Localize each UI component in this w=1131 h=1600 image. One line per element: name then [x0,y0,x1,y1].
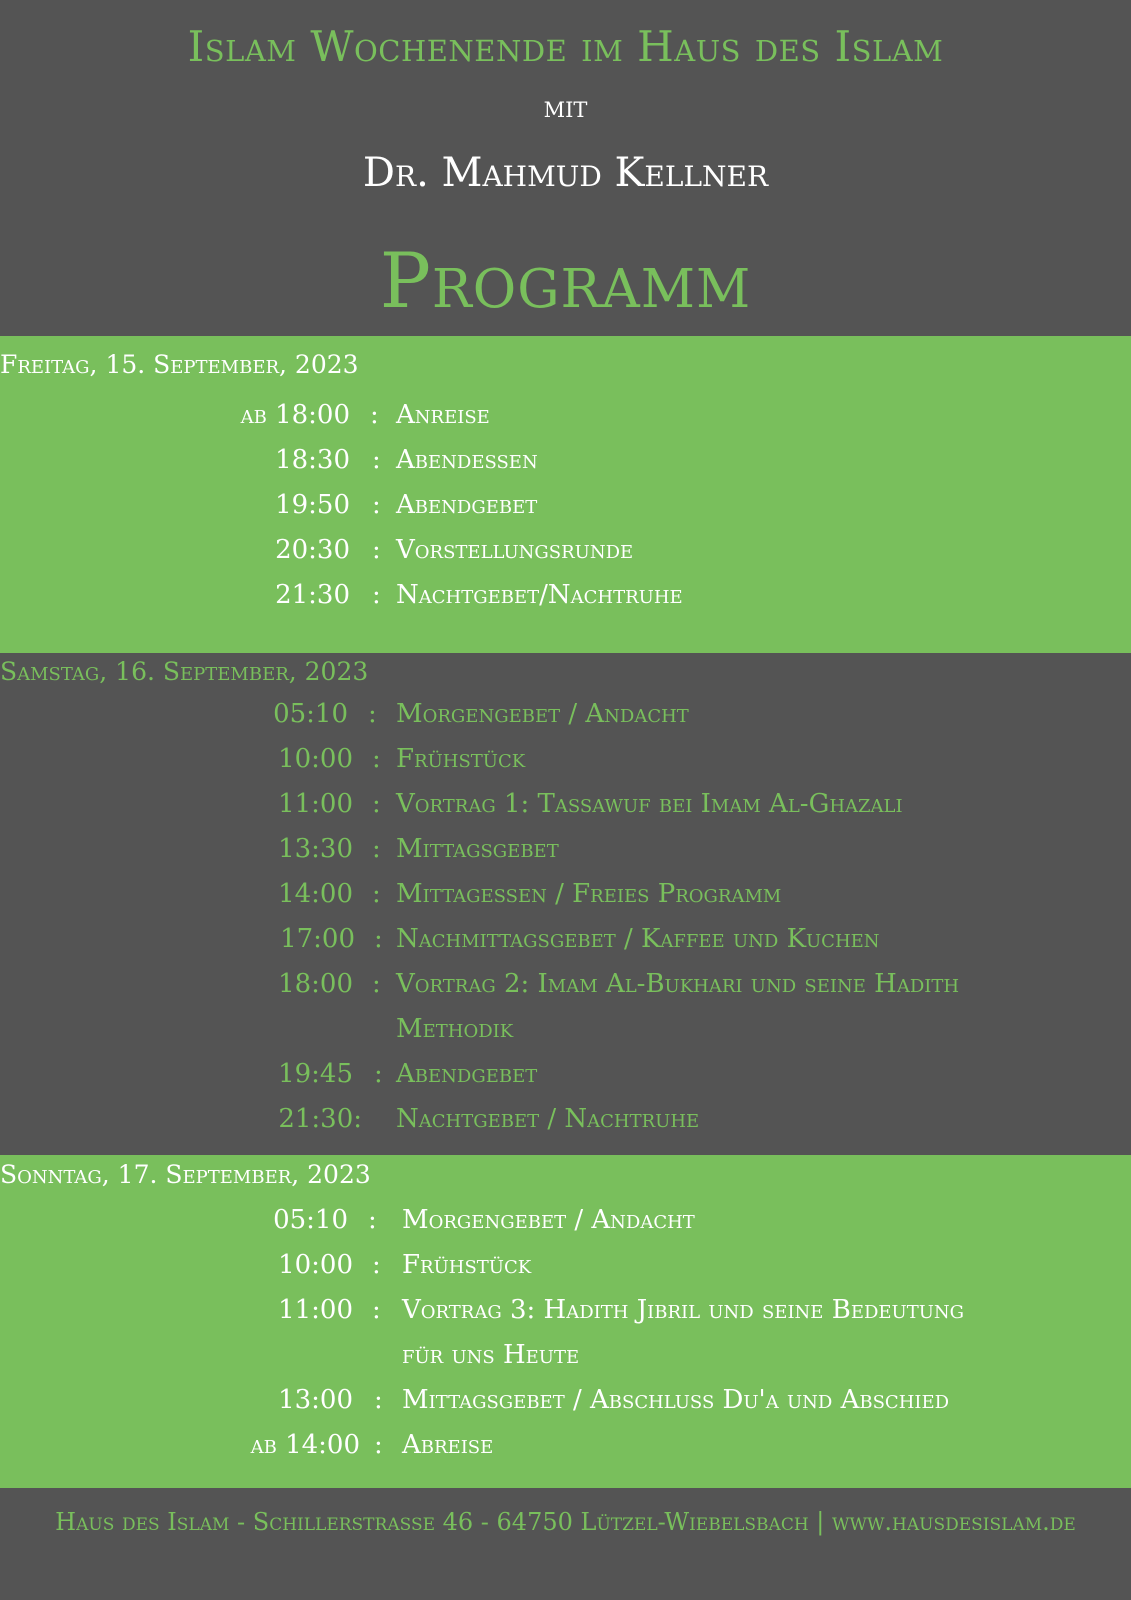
colon-separator: : [374,1430,383,1460]
day-section-sunday [0,1155,1131,1488]
colon-separator: : [374,1385,383,1415]
colon-separator: : [370,400,379,430]
time-label: 20:30 [275,535,350,565]
event-label-continuation: Methodik [396,1014,514,1044]
program-heading: Programm [379,236,752,325]
day-section-saturday [0,653,1131,1155]
colon-separator: : [372,744,381,774]
colon-separator: : [368,699,377,729]
event-label: Morgengebet / Andacht [396,699,689,729]
event-label: Nachtgebet/Nachtruhe [396,580,683,610]
footer-address: Haus des Islam - Schillerstrasse 46 - 64750 Lützel-Wiebelsbach | www.hausdesislam.de [55,1508,1076,1536]
colon-separator: : [372,1295,381,1325]
event-label: Abendgebet [396,490,538,520]
time-label: 11:00 [278,1295,353,1325]
event-label: Frühstück [402,1250,532,1280]
event-label: Abendessen [396,445,538,475]
colon-separator: : [374,924,383,954]
colon-separator: : [374,1059,383,1089]
time-label: 13:00 [278,1385,353,1415]
event-label: Morgengebet / Andacht [402,1205,695,1235]
colon-separator: : [372,879,381,909]
event-label: Abreise [402,1430,494,1460]
with-label: mit [543,90,588,125]
event-label: Nachmittagsgebet / Kaffee und Kuchen [396,924,880,954]
time-label: 18:00 [278,969,353,999]
time-label: 10:00 [278,1250,353,1280]
event-label: Nachtgebet / Nachtruhe [396,1104,700,1134]
event-label: Abendgebet [396,1059,538,1089]
colon-separator: : [372,445,381,475]
event-label: Mittagessen / Freies Programm [396,879,782,909]
footer [0,1488,1131,1600]
time-label: 05:10 [273,1205,348,1235]
time-label: 14:00 [278,879,353,909]
colon-separator: : [372,535,381,565]
event-label: Vorstellungsrunde [396,535,634,565]
time-label: 17:00 [280,924,355,954]
header [0,0,1131,336]
colon-separator: : [372,789,381,819]
colon-separator: : [368,1205,377,1235]
time-label: 10:00 [278,744,353,774]
time-label: 11:00 [278,789,353,819]
day-label: Samstag, 16. September, 2023 [0,657,369,686]
colon-separator: : [372,580,381,610]
speaker-name: Dr. Mahmud Kellner [362,150,769,196]
event-label: Mittagsgebet [396,834,559,864]
event-label: Vortrag 2: Imam Al-Bukhari und seine Hadith [396,969,960,999]
event-label-continuation: für uns Heute [402,1340,580,1370]
time-label: 13:30 [278,834,353,864]
time-label: 05:10 [273,699,348,729]
event-label: Mittagsgebet / Abschluss Du'a und Abschied [402,1385,950,1415]
colon-separator: : [372,834,381,864]
time-label: ab 18:00 [240,400,350,430]
time-label: 18:30 [275,445,350,475]
event-label: Vortrag 1: Tassawuf bei Imam Al-Ghazali [396,789,903,819]
colon-separator: : [372,490,381,520]
event-label: Anreise [396,400,490,430]
day-label: Freitag, 15. September, 2023 [0,350,359,379]
colon-separator: : [372,969,381,999]
event-label: Vortrag 3: Hadith Jibril und seine Bedeutung [402,1295,965,1325]
time-label: 19:45 [278,1059,353,1089]
time-label: 21:30: [278,1104,362,1134]
time-label: 21:30 [275,580,350,610]
event-label: Frühstück [396,744,526,774]
colon-separator: : [372,1250,381,1280]
time-label: 19:50 [275,490,350,520]
day-label: Sonntag, 17. September, 2023 [0,1160,371,1189]
day-section-friday [0,336,1131,653]
event-title: Islam Wochenende im Haus des Islam [187,22,944,71]
time-label: ab 14:00 [250,1430,360,1460]
